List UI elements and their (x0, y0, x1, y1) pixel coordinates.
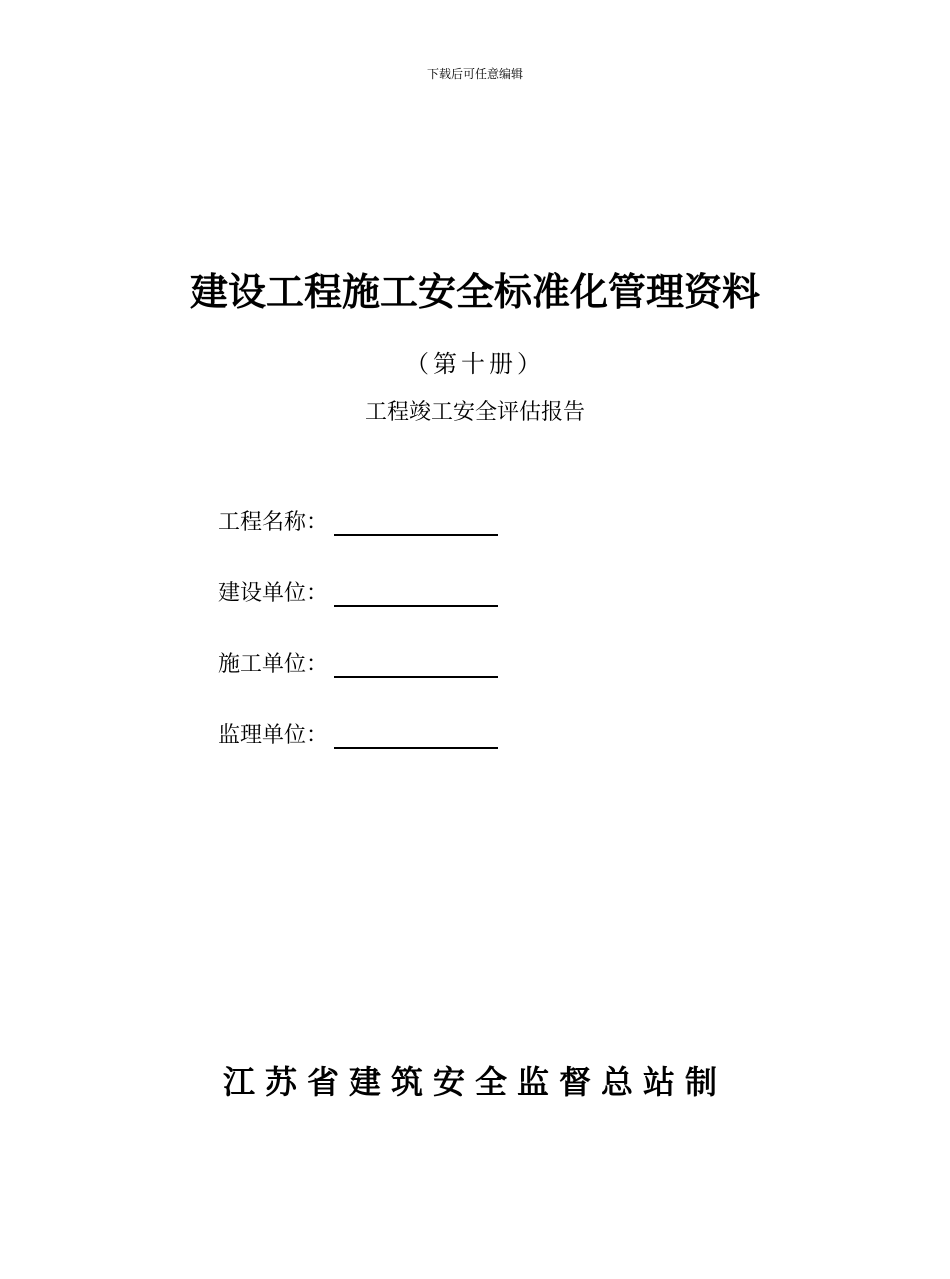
info-fields (218, 506, 618, 790)
blank-line (334, 534, 498, 536)
field-label: 监理单位： (218, 723, 329, 748)
field-construction-owner (218, 577, 618, 648)
blank-line (334, 747, 498, 749)
blank-line (334, 676, 498, 678)
field-supervisor (218, 719, 618, 790)
document-title: 建设工程施工安全标准化管理资料 (189, 269, 760, 314)
field-label: 建设单位： (218, 581, 329, 606)
volume-number: （第十册） (405, 350, 545, 378)
field-label: 施工单位： (218, 652, 329, 677)
document-subtitle: 工程竣工安全评估报告 (364, 400, 585, 425)
field-contractor (218, 648, 618, 719)
issuer-name: 江苏省建筑安全监督总站制 (222, 1063, 727, 1101)
header-note: 下载后可任意编辑 (426, 67, 523, 81)
field-project-name (218, 506, 618, 577)
blank-line (334, 605, 498, 607)
field-label: 工程名称： (218, 510, 329, 535)
